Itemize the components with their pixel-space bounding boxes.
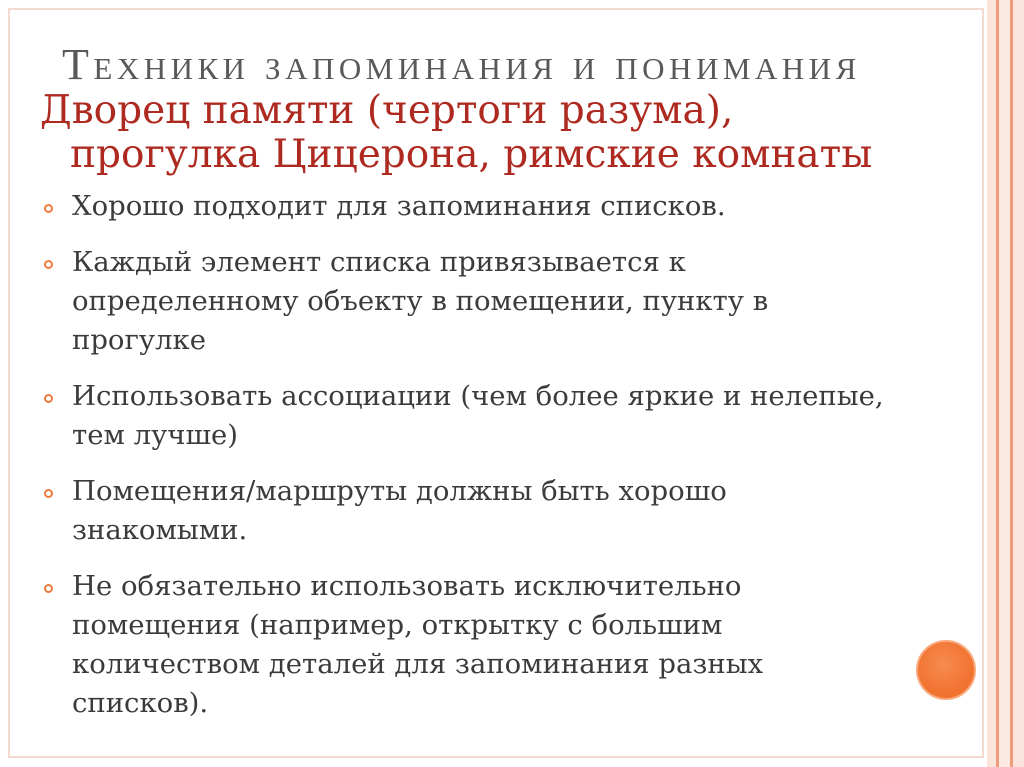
ring-bullet-icon [44, 204, 53, 213]
bullet-line: количеством деталей для запоминания разных [72, 648, 764, 680]
bullet-line: Помещения/маршруты должны быть хорошо [72, 475, 727, 507]
bullet-line: Использовать ассоциации (чем более яркие и нелепые, [72, 380, 884, 412]
bullet-line: тем лучше) [72, 419, 239, 451]
bullet-line: Не обязательно использовать исключительно [72, 570, 742, 602]
subtitle-line: Дворец памяти (чертоги разума), [40, 88, 734, 133]
bullet-line: знакомыми. [72, 514, 248, 546]
bullet-item [72, 187, 884, 226]
ring-bullet-icon [44, 260, 53, 269]
ring-bullet-icon [44, 584, 53, 593]
slide-subtitle [40, 89, 872, 177]
bullet-line: определенному объекту в помещении, пункту в [72, 285, 769, 317]
right-edge-stripes [984, 0, 1024, 767]
bullet-line: помещения (например, открытку с большим [72, 609, 723, 641]
bullet-list [72, 187, 884, 723]
subtitle-line: прогулка Цицерона, римские комнаты [70, 132, 873, 177]
slide-title: Техники запоминания и понимания [62, 40, 861, 89]
bullet-line: списков). [72, 687, 209, 719]
bullet-line: Хорошо подходит для запоминания списков. [72, 190, 726, 222]
orange-circle-icon [916, 640, 976, 700]
bullet-item [72, 567, 884, 723]
ring-bullet-icon [44, 394, 53, 403]
bullet-item [72, 377, 884, 455]
ring-bullet-icon [44, 489, 53, 498]
bullet-item [72, 472, 884, 550]
bullet-line: Каждый элемент списка привязывается к [72, 246, 686, 278]
bullet-item [72, 243, 884, 360]
bullet-line: прогулке [72, 324, 207, 356]
